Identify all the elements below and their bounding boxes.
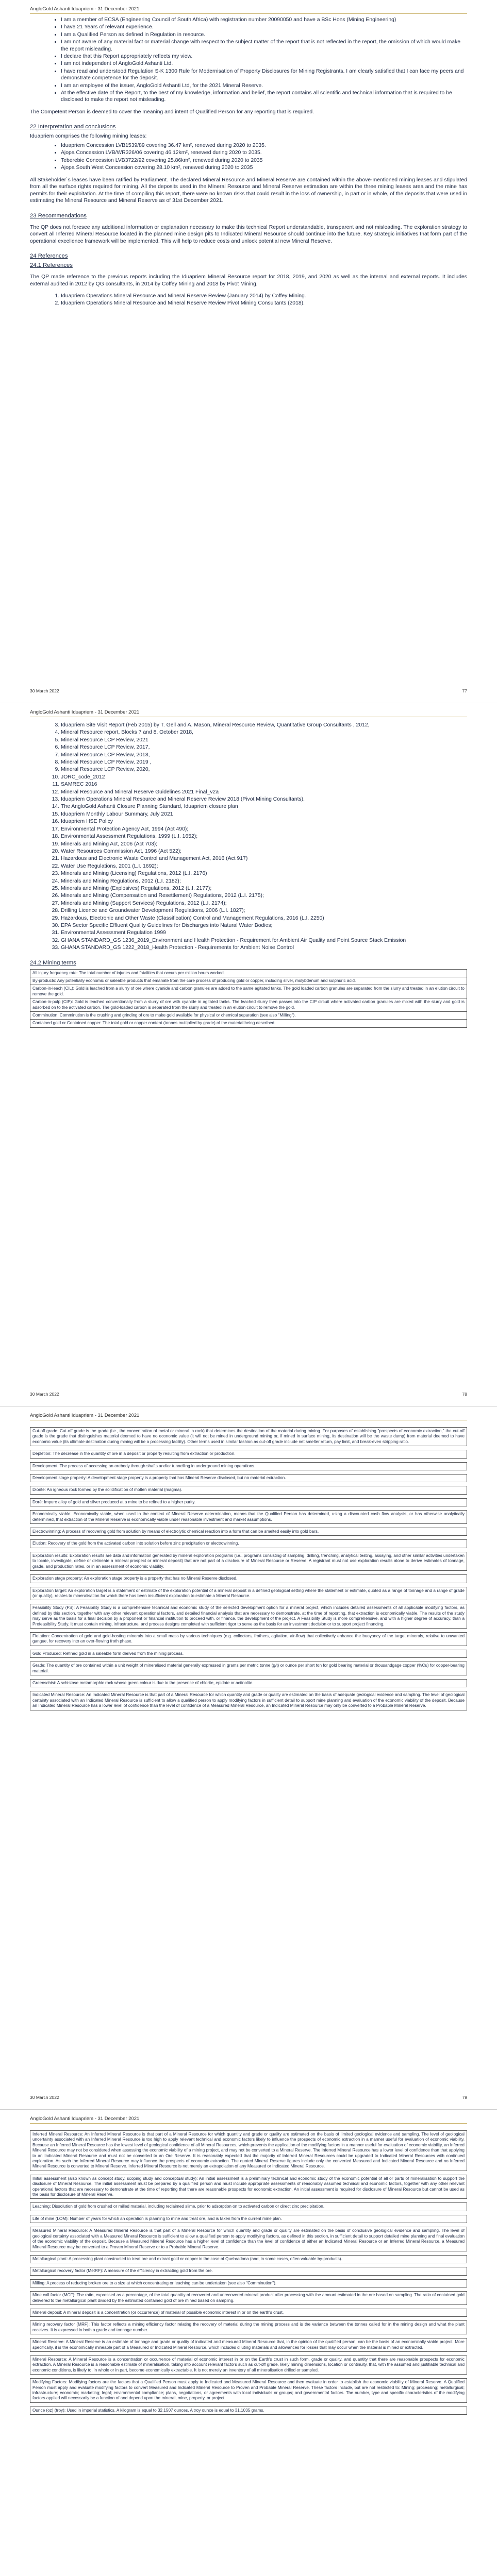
term-row: Leaching: Dissolution of gold from crushed or milled material, including reclaimed slime, prior to adsorption on to activated carbon or direct zinc precipitation. [30,2202,467,2211]
list-item: • I have 21 Years of relevant experience. [61,24,467,30]
term-row: Metallurgical plant: A processing plant constructed to treat ore and extract gold or copper in the case of Quebradona (and, in some cases, often valuable by-products). [30,2255,467,2263]
term-row: Mineral deposit: A mineral deposit is a concentration (or occurrence) of material of possible economic interest in or on the earth's crust. [30,2309,467,2317]
subsection-heading: 24.1 References [30,262,73,268]
document-page [0,0,497,703]
term-row: Cut-off grade: Cut-off grade is the grade (i.e., the concentration of metal or mineral in rock) that determines the destination of the material during mining. For purposes of establishing "prospects of economic extraction," the cut-off grade is the grade that distinguishes material deemed to have no economic value (it will not be mined in underground mining or, if mined in surface mining, its destination will be the waste dump) from material deemed to have economic value (its ultimate destination during mining will be a processing facility). Other terms used in similar fashion as cut-off grade include net smelter return, pay limit, and break-even stripping ratio. [30,1427,467,1446]
page-number: 77 [462,688,467,693]
references-list [61,293,467,307]
page-header: AngloGold Ashanti Iduapriem - 31 December 2021 [30,1413,467,1420]
list-item: 13. Iduapriem Operations Mineral Resource and Mineral Reserve Review 2018 (Pivot Mining Consultants), [61,796,467,803]
list-item: 31. Environmental Assessment Regulation 1999 [61,929,467,936]
term-row: Milling: A process of reducing broken ore to a size at which concentrating or leaching can be undertaken (see also "Comminution"). [30,2279,467,2287]
list-item: 17. Environmental Protection Agency Act, 1994 (Act 490); [61,826,467,833]
list-item: 4. Mineral Resource report, Blocks 7 and 8, October 2018, [61,729,467,736]
list-item: • Teberebie Concession LVB3722/92 covering 25.86km², renewed during 2020 to 2035 [61,157,467,164]
list-item: 18. Environmental Assessment Regulations, 1999 (L.I. 1652); [61,833,467,840]
list-item: • I am a member of ECSA (Engineering Council of South Africa) with registration number 20090050 and have a BSc Hons (Mining Engineering) [61,16,467,23]
term-row: Indicated Mineral Resource: An Indicated Mineral Resource is that part of a Mineral Resource for which quantity and grade or quality are estimated on the basis of adequate geological evidence and sampling. The level of geological certainty associated with an Indicated Mineral Resource is sufficient to allow a qualified person to apply modifying factors in sufficient detail to support mine planning and evaluation of the economic viability of the deposit. Because an Indicated Mineral Resource has a lower level of confidence than the level of confidence of a Measured Mineral Resource, an Indicated Mineral Resource may only be converted to a Probable Mineral Reserve. [30,1691,467,1710]
term-row: Carbon-in-pulp (CIP): Gold is leached conventionally from a slurry of ore with cyanide in agitated tanks. The leached slurry then passes into the CIP circuit where activated carbon granules are mixed with the slurry and gold is adsorbed on to the activated carbon. The gold-loaded carbon is separated from the slurry and treated in an elution circuit to remove the gold. [30,998,467,1012]
list-item: 3. Iduapriem Site Visit Report (Feb 2015) by T. Gell and A. Mason, Mineral Resource Review, Quantitative Group Consultants , 2012, [61,722,467,728]
term-row: Carbon-in-leach (CIL): Gold is leached from a slurry of ore where cyanide and carbon granules are added to the same agitated tanks. The gold loaded carbon granules are separated from the slurry and treated in an elution circuit to remove the gold. [30,985,467,998]
list-item: • At the effective date of the Report, to the best of my knowledge, information and belief, the report contains all scientific and technical information that is required to be disclosed to make the report not misleading. [61,90,467,104]
list-item: • I am a Qualified Person as defined in Regulation in resource. [61,31,467,38]
list-item: 22. Water Use Regulations, 2001 (L.I. 1692); [61,863,467,870]
list-item: 2. Iduapriem Operations Mineral Resource and Mineral Reserve Review Pivot Mining Consultants (2018). [61,300,467,307]
list-item: 26. Minerals and Mining (Compensation and Resettlement) Regulations, 2012 (L.I. 2175); [61,892,467,899]
list-item: 12. Mineral Resource and Mineral Reserve Guidelines 2021 Final_v2a [61,789,467,795]
list-item: • I am not independent of AngloGold Ashanti Ltd. [61,60,467,67]
page-footer [30,2095,467,2100]
term-row: Grade: The quantity of ore contained within a unit weight of mineralised material generally expressed in grams per metric tonne (g/t) or ounce per short ton for gold bearing material or thousandgage copper (%Cu) for copper-bearing material. [30,1662,467,1675]
list-item: 29. Hazardous, Electronic and Other Waste (Classification) Control and Management Regulations, 2016 (L.I. 2250) [61,915,467,922]
list-item: 6. Mineral Resource LCP Review, 2017, [61,744,467,751]
page-number: 79 [462,2095,467,2100]
list-item: 5. Mineral Resource LCP Review, 2021 [61,737,467,743]
paragraph: The QP made reference to the previous reports including the Iduapriem Mineral Resource report for 2018, 2019, and 2020 as well as the internal and external reports. It includes external audited in 2012 by QG consultants, in 2014 by Coffey Mining and 2018 by Pivot Mining. [30,274,467,287]
page-header: AngloGold Ashanti Iduapriem - 31 December 2021 [30,709,467,717]
term-row: Modifying Factors: Modifying factors are the factors that a Qualified Person must apply to Indicated and Measured Mineral Resource and then evaluate in order to establish the economic viability of Mineral Reserve. A Qualified Person must apply and evaluate modifying factors to convert Measured and Indicated Mineral Resource to Proven and Probable Mineral Reserve. These factors include, but are not restricted to: Mining; processing; metallurgical; infrastructure; economic; marketing; legal; environmental compliance; plans, negotiations, or agreements with local individuals or groups; and governmental factors. The number, type and specific characteristics of the modifying factors applied will necessarily be a function of and depend upon the mineral, mine, property, or project. [30,2378,467,2403]
document-page [0,703,497,1406]
page-header: AngloGold Ashanti Iduapriem - 31 December 2021 [30,6,467,14]
list-item: • I declare that this Report appropriately reflects my view. [61,53,467,60]
list-item: • I am an employee of the issuer, AngloGold Ashanti Ltd, for the 2021 Mineral Reserve. [61,82,467,89]
page-footer [30,688,467,693]
term-row: Elution: Recovery of the gold from the activated carbon into solution before zinc precipitation or electrowinning. [30,1539,467,1548]
page-header: AngloGold Ashanti Iduapriem - 31 December 2021 [30,2116,467,2124]
subsection-heading: 24.2 Mining terms [30,959,76,966]
term-row: Feasibility Study (FS): A Feasibility Study is a comprehensive technical and economic study of the selected development option for a mineral project, which includes detailed assessments of all applicable modifying factors, as defined by this section, together with any other relevant operational factors, and detailed financial analysis that are necessary to demonstrate, at the time of reporting, that extraction is economically viable. The results of the study may serve as the basis for a final decision by a proponent or financial institution to proceed with, or finance, the development of the project. A Feasibility Study is more comprehensive, and with a higher degree of accuracy, than a Prefeasibility Study. It must contain mining, infrastructure, and process designs completed with sufficient rigor to serve as the basis for an investment decision or to support project financing. [30,1604,467,1629]
list-item: 24. Minerals and Mining Regulations, 2012 (L.I. 2182); [61,878,467,885]
competent-person-declarations [61,16,467,104]
footer-date: 30 March 2022 [30,1392,59,1397]
page-footer [30,1392,467,1397]
term-row: Exploration results: Exploration results are data and information generated by mineral exploration programs (i.e., programs consisting of sampling, drilling, trenching, analytical testing, assaying, and other similar activities undertaken to locate, investigate, define or delineate a mineral prospect or mineral deposit) that are not part of a disclosure of Mineral Resource or Reserve. A registrant must not use exploration results alone to derive estimates of tonnage, grade, and production rates, or in an assessment of economic viability. [30,1552,467,1571]
document-page [0,1406,497,2110]
footer-date: 30 March 2022 [30,2095,59,2100]
list-item: 19. Minerals and Mining Act, 2006 (Act 703); [61,841,467,848]
document-page [0,2110,497,2576]
paragraph: Iduapriem comprises the following mining leases: [30,133,147,140]
mining-terms-table [30,2130,467,2415]
term-row: Flotation: Concentration of gold and gold-hosting minerals into a small mass by various techniques (e.g. collectors, frothers, agitation, air-flow) that collectively enhance the buoyancy of the target minerals, relative to unwanted gangue, for recovery into an over-flowing froth phase. [30,1632,467,1646]
section-heading: 24 References [30,253,68,259]
list-item: 8. Mineral Resource LCP Review, 2019 , [61,759,467,766]
list-item: 10. JORC_code_2012 [61,774,467,781]
term-row: Doré: Impure alloy of gold and silver produced at a mine to be refined to a higher purity. [30,1498,467,1506]
section-heading: 22 Interpretation and conclusions [30,124,116,130]
mining-leases-list [61,142,467,172]
term-row: Mineral Reserve: A Mineral Reserve is an estimate of tonnage and grade or quality of indicated and measured Mineral Resource that, in the opinion of the qualified person, can be the basis of an economically viable project. More specifically, it is the economically mineable part of a Measured or Indicated Mineral Resource, which includes diluting materials and allowances for losses that may occur when the material is mined or extracted. [30,2338,467,2352]
list-item: • Ajopa Concession LVB/WR326/06 covering 46.12km², renewed during 2020 to 2035. [61,149,467,156]
list-item: • Iduapriem Concession LVB1539/89 covering 36.47 km², renewed during 2020 to 2035. [61,142,467,149]
list-item: • I am not aware of any material fact or material change with respect to the subject matter of the report that is not reflected in the report, the omission of which would make the report misleading. [61,39,467,53]
term-row: By-products: Any potentially economic or saleable products that emanate from the core process of producing gold or copper, including silver, molybdenum and sulphuric acid. [30,977,467,985]
list-item: 27. Minerals and Mining (Support Services) Regulations, 2012 (L.I. 2174); [61,900,467,907]
term-row: Inferred Mineral Resource: An Inferred Mineral Resource is that part of a Mineral Resource for which quantity and grade or quality are estimated on the basis of limited geological evidence and sampling. The level of geological uncertainty associated with an Inferred Mineral Resource is too high to apply relevant technical and economic factors likely to influence the prospects of economic extraction in a manner useful for evaluation of economic viability. Because an Inferred Mineral Resource has the lowest level of geological confidence of all Mineral Resources, which prevents the application of the modifying factors in a manner useful for evaluation of economic viability, an Inferred Mineral Resource may not be considered when assessing the economic viability of a mining project, and may not be converted to a Mineral Reserve. The Inferred Mineral Resource has a lower level of confidence than that applying to an Indicated Mineral Resource and must not be converted to an Ore Reserve. It is reasonably expected that the majority of Inferred Mineral Resources could be upgraded to Indicated Mineral Resources with continued exploration. As such the Inferred Mineral Resource may influence the prospects of economic extraction. The quoted Mineral Reserve figures include only the converted Measured and Indicated Mineral Resource and no Inferred Mineral Resource is converted to Mineral Reserve. Inferred Mineral Resource is not merely an extrapolation of any Measured or Indicated Mineral Resource. [30,2130,467,2171]
mining-terms-table [30,969,467,1028]
list-item: • I have read and understood Regulation S-K 1300 Rule for Modernisation of Property Disclosures for Mining Registrants. I am clearly satisfied that I can face my peers and demonstrate competence for the deposit. [61,68,467,82]
paragraph: The QP does not foresee any additional information or explanation necessary to make this technical Report understandable, transparent and not misleading. The exploration strategy to convert all Inferred Mineral Resource located in the planned mine design pits to Indicated Mineral Resource should continue into the future. Key strategic initiatives that form part of the operational excellence framework will be implemented. This will help to reduce costs and unlock potential new Mineral Reserve. [30,224,467,244]
paragraph: The Competent Person is deemed to cover the meaning and intent of Qualified Person for any reporting that is required. [30,109,314,115]
list-item: 11. SAMREC 2016 [61,781,467,788]
list-item: 20. Water Resources Commission Act, 1996 (Act 522); [61,848,467,855]
list-item: 15. Iduapriem Monthly Labour Summary, July 2021 [61,811,467,818]
list-item: 23. Minerals and Mining (Licensing) Regulations, 2012 (L.I. 2176) [61,870,467,877]
term-row: Depletion: The decrease in the quantity of ore in a deposit or property resulting from extraction or production. [30,1450,467,1458]
mining-terms-table [30,1427,467,1710]
term-row: Initial assessment (also known as concept study, scoping study and conceptual study): An initial assessment is a preliminary technical and economic study of the economic potential of all or parts of mineralisation to support the disclosure of Mineral Resource. The initial assessment must be prepared by a qualified person and must include appropriate assessments of reasonably assumed technical and economic factors, together with any other relevant operational factors that are necessary to demonstrate at the time of reporting that there are reasonable prospects for economic extraction. An initial assessment is required for disclosure of Mineral Resource but cannot be used as the basis for disclosure of Mineral Reserve. [30,2175,467,2199]
list-item: 21. Hazardous and Electronic Waste Control and Management Act, 2016 (Act 917) [61,855,467,862]
list-item: 1. Iduapriem Operations Mineral Resource and Mineral Reserve Review (January 2014) by Coffey Mining. [61,293,467,299]
term-row: Metallurgical recovery factor (MetRF): A measure of the efficiency in extracting gold from the ore. [30,2267,467,2275]
term-row: Mineral Resource: A Mineral Resource is a concentration or occurrence of material of economic interest in or on the Earth's crust in such form, grade or quality, and quantity that there are reasonable prospects for economic extraction. A Mineral Resource is a reasonable estimate of mineralisation, taking into account relevant factors such as cut-off grade, likely mining dimensions, location or continuity, that, with the assumed and justifiable technical and economic conditions, is likely to, in whole or in part, become economically extractable. It is not merely an inventory of all mineralisation drilled or sampled. [30,2355,467,2375]
list-item: 25. Minerals and Mining (Explosives) Regulations, 2012 (L.I. 2177); [61,885,467,892]
term-row: Economically viable: Economically viable, when used in the context of Mineral Reserve determination, means that the Qualified Person has determined, using a discounted cash flow analysis, or has otherwise analytically determined, that extraction of the Mineral Reserve is economically viable under reasonable investment and market assumptions. [30,1510,467,1524]
list-item: 16. Iduapriem HSE Policy [61,818,467,825]
term-row: Contained gold or Contained copper: The total gold or copper content (tonnes multiplied by grade) of the material being described. [30,1019,467,1027]
list-item: • Ajopa South West Concession covering 28.10 km², renewed during 2020 to 2035 [61,164,467,171]
references-list [61,722,467,952]
term-row: Development stage property: A development stage property is a property that has Mineral Reserve disclosed, but no material extraction. [30,1474,467,1482]
term-row: Measured Mineral Resource: A Measured Mineral Resource is that part of a Mineral Resource for which quantity and grade or quality are estimated on the basis of conclusive geological evidence and sampling. The level of geological certainty associated with a Measured Mineral Resource is sufficient to allow a qualified person to apply modifying factors, as defined in this section, in sufficient detail to support detailed mine planning and final evaluation of the economic viability of the deposit. Because a Measured Mineral Resource has a higher level of confidence than the level of confidence of either an Indicated Mineral Resource or an Inferred Mineral Resource, a Measured Mineral Resource may be converted to a Proven Mineral Reserve or to a Probable Mineral Reserve. [30,2227,467,2251]
term-row: Gold Produced: Refined gold in a saleable form derived from the mining process. [30,1650,467,1658]
term-row: Exploration target: An exploration target is a statement or estimate of the exploration potential of a mineral deposit in a defined geological setting where the statement or estimate, quoted as a range of tonnage and a range of grade (or quality), relates to mineralisation for which there has been insufficient exploration to estimate a Mineral Resource. [30,1587,467,1601]
term-row: Mining recovery factor (MRF): This factor reflects a mining efficiency factor relating the recovery of material during the mining process and is the variance between the tonnes called for in the mining design and what the plant receives. It is expressed in both a grade and tonnage number. [30,2320,467,2334]
term-row: Greenschist: A schistose metamorphic rock whose green colour is due to the presence of chlorite, epidote or actinolite. [30,1679,467,1687]
term-row: Diorite: An igneous rock formed by the solidification of molten material (magma). [30,1486,467,1494]
term-row: Comminution: Comminution is the crushing and grinding of ore to make gold available for physical or chemical separation (see also "Milling"). [30,1011,467,1020]
list-item: 28. Drilling Licence and Groundwater Development Regulations, 2006 (L.I. 1827); [61,907,467,914]
term-row: Electrowinning: A process of recovering gold from solution by means of electrolytic chemical reaction into a form that can be smelted easily into gold bars. [30,1528,467,1536]
term-row: Development: The process of accessing an orebody through shafts and/or tunnelling in underground mining operations. [30,1462,467,1470]
list-item: 14. The AngloGold Ashanti Closure Planning Standard, Iduapriem closure plan [61,803,467,810]
list-item: 33. GHANA STANDARD_GS 1222_2018_Health Protection - Requirements for Ambient Noise Control [61,944,467,951]
list-item: 30. EPA Sector Specific Effluent Quality Guidelines for Discharges into Natural Water Bodies; [61,922,467,929]
term-row: Mine call factor (MCF): The ratio, expressed as a percentage, of the total quantity of recovered and unrecovered mineral product after processing with the amount estimated in the ore based on sampling. The ratio of contained gold delivered to the metallurgical plant divided by the estimated contained gold of ore mined based on sampling. [30,2291,467,2305]
term-row: All injury frequency rate: The total number of injuries and fatalities that occurs per million hours worked. [30,969,467,977]
term-row: Ounce (oz) (troy): Used in imperial statistics. A kilogram is equal to 32.1507 ounces. A troy ounce is equal to 31.1035 grams. [30,2406,467,2415]
term-row: Exploration stage property: An exploration stage property is a property that has no Mineral Reserve disclosed. [30,1574,467,1583]
list-item: 7. Mineral Resource LCP Review, 2018, [61,752,467,758]
paragraph: All Stakeholder`s leases have been ratified by Parliament. The declared Mineral Resource and Mineral Reserve are contained within the above-mentioned mining leases and stipulated from all the surface rights required for mining. All the deposits used in the Mineral Resource and Mineral Reserve estimation are within the three mining leases area and the mine has permits for their exploitation. At the time of compiling this report, there were no known risks that could result in the loss of ownership, in part or in whole, of the deposits that were used in estimating the Mineral Resource and Mineral Reserve as of 31st December 2021. [30,177,467,204]
list-item: 9. Mineral Resource LCP Review, 2020, [61,766,467,773]
list-item: 32. GHANA STANDARD_GS 1236_2019_Environment and Health Protection - Requirement for Ambient Air Quality and Point Source Stack Emission [61,937,467,944]
term-row: Life of mine (LOM): Number of years for which an operation is planning to mine and treat ore, and is taken from the current mine plan. [30,2215,467,2223]
footer-date: 30 March 2022 [30,688,59,693]
section-heading: 23 Recommendations [30,212,87,219]
page-number: 78 [462,1392,467,1397]
